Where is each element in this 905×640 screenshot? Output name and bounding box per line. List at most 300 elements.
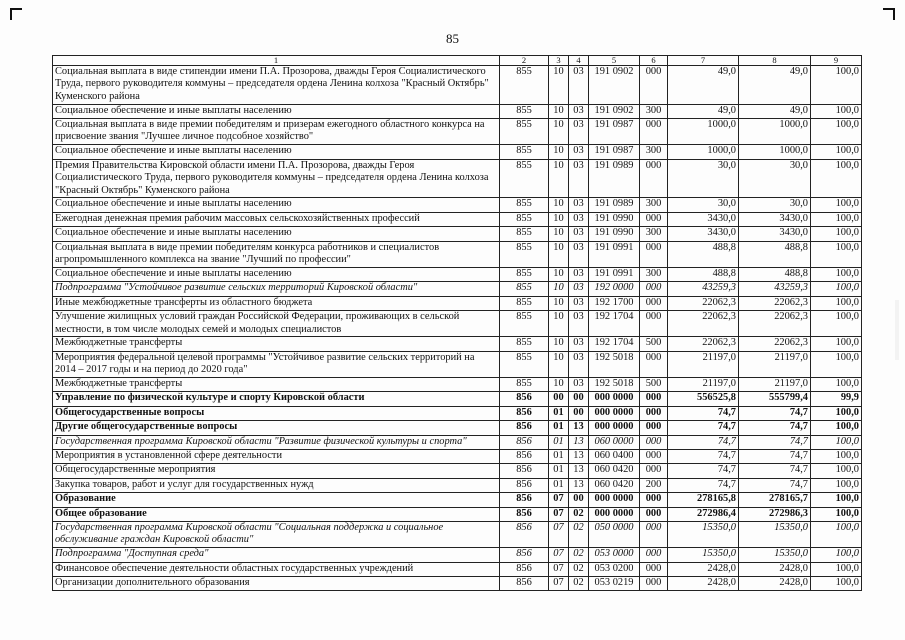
chapter-code: 855 <box>500 212 549 226</box>
executed-amount: 3430,0 <box>739 227 811 241</box>
target-article-code: 191 0991 <box>589 241 640 267</box>
expense-type-code: 000 <box>640 351 668 377</box>
execution-percent: 100,0 <box>811 421 862 435</box>
chapter-code: 856 <box>500 450 549 464</box>
execution-percent: 100,0 <box>811 406 862 420</box>
executed-amount: 74,7 <box>739 450 811 464</box>
expense-type-code: 000 <box>640 548 668 562</box>
section-code: 07 <box>549 521 569 547</box>
subsection-code: 02 <box>569 507 589 521</box>
execution-percent: 100,0 <box>811 241 862 267</box>
section-code: 10 <box>549 104 569 118</box>
planned-amount: 22062,3 <box>668 337 739 351</box>
chapter-code: 855 <box>500 296 549 310</box>
planned-amount: 30,0 <box>668 198 739 212</box>
target-article-code: 000 0000 <box>589 507 640 521</box>
table-row <box>53 493 862 507</box>
section-code: 10 <box>549 351 569 377</box>
target-article-code: 191 0990 <box>589 212 640 226</box>
executed-amount: 30,0 <box>739 198 811 212</box>
subsection-code: 03 <box>569 212 589 226</box>
row-description: Государственная программа Кировской области "Социальная поддержка и социальное обслуживание граждан Кировской области" <box>53 521 500 547</box>
scan-edge-mark <box>895 300 899 360</box>
executed-amount: 2428,0 <box>739 577 811 591</box>
section-code: 10 <box>549 198 569 212</box>
table-row <box>53 435 862 449</box>
execution-percent: 100,0 <box>811 548 862 562</box>
chapter-code: 856 <box>500 521 549 547</box>
table-row <box>53 212 862 226</box>
row-description: Социальное обеспечение и иные выплаты населению <box>53 267 500 281</box>
table-row <box>53 464 862 478</box>
column-number-5: 5 <box>589 56 640 66</box>
expense-type-code: 000 <box>640 282 668 296</box>
subsection-code: 03 <box>569 66 589 105</box>
planned-amount: 21197,0 <box>668 351 739 377</box>
column-number-9: 9 <box>811 56 862 66</box>
subsection-code: 03 <box>569 337 589 351</box>
section-code: 10 <box>549 282 569 296</box>
executed-amount: 15350,0 <box>739 521 811 547</box>
page-number: 85 <box>446 31 459 46</box>
executed-amount: 22062,3 <box>739 296 811 310</box>
executed-amount: 30,0 <box>739 159 811 198</box>
executed-amount: 49,0 <box>739 104 811 118</box>
subsection-code: 03 <box>569 296 589 310</box>
chapter-code: 856 <box>500 478 549 492</box>
table-row <box>53 311 862 337</box>
execution-percent: 100,0 <box>811 198 862 212</box>
chapter-code: 856 <box>500 562 549 576</box>
column-number-1: 1 <box>53 56 500 66</box>
subsection-code: 03 <box>569 282 589 296</box>
chapter-code: 855 <box>500 66 549 105</box>
chapter-code: 855 <box>500 282 549 296</box>
row-description: Управление по физической культуре и спорту Кировской области <box>53 392 500 406</box>
table-row <box>53 267 862 281</box>
expense-type-code: 000 <box>640 421 668 435</box>
row-description: Финансовое обеспечение деятельности областных государственных учреждений <box>53 562 500 576</box>
chapter-code: 856 <box>500 464 549 478</box>
executed-amount: 22062,3 <box>739 337 811 351</box>
row-description: Социальное обеспечение и иные выплаты населению <box>53 104 500 118</box>
chapter-code: 856 <box>500 493 549 507</box>
chapter-code: 855 <box>500 119 549 145</box>
execution-percent: 100,0 <box>811 562 862 576</box>
table-row <box>53 119 862 145</box>
planned-amount: 74,7 <box>668 435 739 449</box>
section-code: 07 <box>549 493 569 507</box>
subsection-code: 02 <box>569 577 589 591</box>
target-article-code: 000 0000 <box>589 421 640 435</box>
table-row <box>53 104 862 118</box>
section-code: 00 <box>549 392 569 406</box>
row-description: Межбюджетные трансферты <box>53 378 500 392</box>
executed-amount: 1000,0 <box>739 145 811 159</box>
planned-amount: 1000,0 <box>668 145 739 159</box>
chapter-code: 855 <box>500 351 549 377</box>
target-article-code: 053 0219 <box>589 577 640 591</box>
planned-amount: 3430,0 <box>668 212 739 226</box>
target-article-code: 192 1700 <box>589 296 640 310</box>
table-row <box>53 296 862 310</box>
table-row <box>53 548 862 562</box>
execution-percent: 100,0 <box>811 577 862 591</box>
row-description: Ежегодная денежная премия рабочим массовых сельскохозяйственных профессий <box>53 212 500 226</box>
column-number-3: 3 <box>549 56 569 66</box>
target-article-code: 191 0987 <box>589 145 640 159</box>
execution-percent: 100,0 <box>811 478 862 492</box>
subsection-code: 13 <box>569 435 589 449</box>
column-number-row <box>53 56 862 66</box>
execution-percent: 100,0 <box>811 227 862 241</box>
row-description: Мероприятия федеральной целевой программы "Устойчивое развитие сельских территорий на 2014 – 2017 годы и на период до 2020 года" <box>53 351 500 377</box>
planned-amount: 15350,0 <box>668 521 739 547</box>
planned-amount: 15350,0 <box>668 548 739 562</box>
planned-amount: 74,7 <box>668 464 739 478</box>
chapter-code: 855 <box>500 267 549 281</box>
row-description: Социальное обеспечение и иные выплаты населению <box>53 227 500 241</box>
table-row <box>53 66 862 105</box>
section-code: 07 <box>549 577 569 591</box>
expense-type-code: 000 <box>640 493 668 507</box>
row-description: Образование <box>53 493 500 507</box>
target-article-code: 053 0000 <box>589 548 640 562</box>
target-article-code: 191 0989 <box>589 159 640 198</box>
subsection-code: 03 <box>569 145 589 159</box>
table-row <box>53 521 862 547</box>
expense-type-code: 300 <box>640 198 668 212</box>
section-code: 10 <box>549 66 569 105</box>
target-article-code: 060 0400 <box>589 450 640 464</box>
execution-percent: 100,0 <box>811 351 862 377</box>
row-description: Социальное обеспечение и иные выплаты населению <box>53 198 500 212</box>
expense-type-code: 000 <box>640 464 668 478</box>
planned-amount: 278165,8 <box>668 493 739 507</box>
chapter-code: 856 <box>500 507 549 521</box>
expense-type-code: 000 <box>640 392 668 406</box>
executed-amount: 272986,3 <box>739 507 811 521</box>
executed-amount: 49,0 <box>739 66 811 105</box>
scan-corner-mark <box>10 8 12 20</box>
execution-percent: 100,0 <box>811 282 862 296</box>
row-description: Улучшение жилищных условий граждан Российской Федерации, проживающих в сельской местности, в том числе молодых семей и молодых специалистов <box>53 311 500 337</box>
expense-type-code: 000 <box>640 406 668 420</box>
section-code: 10 <box>549 337 569 351</box>
planned-amount: 21197,0 <box>668 378 739 392</box>
chapter-code: 856 <box>500 435 549 449</box>
expense-type-code: 300 <box>640 104 668 118</box>
chapter-code: 855 <box>500 145 549 159</box>
chapter-code: 855 <box>500 378 549 392</box>
target-article-code: 191 0991 <box>589 267 640 281</box>
subsection-code: 03 <box>569 378 589 392</box>
target-article-code: 050 0000 <box>589 521 640 547</box>
execution-percent: 100,0 <box>811 66 862 105</box>
subsection-code: 03 <box>569 351 589 377</box>
subsection-code: 02 <box>569 521 589 547</box>
table-row <box>53 450 862 464</box>
subsection-code: 03 <box>569 227 589 241</box>
column-number-4: 4 <box>569 56 589 66</box>
executed-amount: 74,7 <box>739 478 811 492</box>
row-description: Закупка товаров, работ и услуг для государственных нужд <box>53 478 500 492</box>
subsection-code: 00 <box>569 406 589 420</box>
table-row <box>53 282 862 296</box>
column-number-6: 6 <box>640 56 668 66</box>
section-code: 10 <box>549 267 569 281</box>
expense-type-code: 500 <box>640 337 668 351</box>
target-article-code: 192 5018 <box>589 351 640 377</box>
planned-amount: 74,7 <box>668 478 739 492</box>
subsection-code: 00 <box>569 392 589 406</box>
section-code: 10 <box>549 296 569 310</box>
expense-type-code: 000 <box>640 212 668 226</box>
section-code: 07 <box>549 548 569 562</box>
target-article-code: 191 0902 <box>589 104 640 118</box>
target-article-code: 192 5018 <box>589 378 640 392</box>
expense-type-code: 300 <box>640 145 668 159</box>
chapter-code: 855 <box>500 337 549 351</box>
executed-amount: 74,7 <box>739 421 811 435</box>
row-description: Подпрограмма "Устойчивое развитие сельских территорий Кировской области" <box>53 282 500 296</box>
table-row <box>53 577 862 591</box>
target-article-code: 192 0000 <box>589 282 640 296</box>
subsection-code: 00 <box>569 493 589 507</box>
subsection-code: 13 <box>569 478 589 492</box>
target-article-code: 191 0989 <box>589 198 640 212</box>
execution-percent: 100,0 <box>811 521 862 547</box>
target-article-code: 000 0000 <box>589 493 640 507</box>
scan-corner-mark <box>893 8 895 20</box>
execution-percent: 100,0 <box>811 145 862 159</box>
column-number-7: 7 <box>668 56 739 66</box>
row-description: Подпрограмма "Доступная среда" <box>53 548 500 562</box>
section-code: 10 <box>549 212 569 226</box>
executed-amount: 488,8 <box>739 267 811 281</box>
subsection-code: 03 <box>569 104 589 118</box>
table-row <box>53 198 862 212</box>
table-row <box>53 145 862 159</box>
target-article-code: 060 0000 <box>589 435 640 449</box>
table-row <box>53 337 862 351</box>
section-code: 01 <box>549 435 569 449</box>
planned-amount: 74,7 <box>668 406 739 420</box>
table-row <box>53 351 862 377</box>
chapter-code: 856 <box>500 406 549 420</box>
target-article-code: 191 0990 <box>589 227 640 241</box>
subsection-code: 02 <box>569 562 589 576</box>
execution-percent: 100,0 <box>811 378 862 392</box>
subsection-code: 13 <box>569 464 589 478</box>
planned-amount: 2428,0 <box>668 562 739 576</box>
execution-percent: 99,9 <box>811 392 862 406</box>
chapter-code: 856 <box>500 421 549 435</box>
row-description: Премия Правительства Кировской области имени П.А. Прозорова, дважды Героя Социалистического Труда, первого руководителя коммуны – председателя ордена Ленина колхоза "Красный Октябрь" Куменского района <box>53 159 500 198</box>
expense-type-code: 200 <box>640 478 668 492</box>
subsection-code: 03 <box>569 267 589 281</box>
planned-amount: 49,0 <box>668 66 739 105</box>
executed-amount: 74,7 <box>739 435 811 449</box>
row-description: Общее образование <box>53 507 500 521</box>
subsection-code: 03 <box>569 119 589 145</box>
subsection-code: 02 <box>569 548 589 562</box>
chapter-code: 855 <box>500 198 549 212</box>
table-row <box>53 241 862 267</box>
target-article-code: 060 0420 <box>589 464 640 478</box>
expense-type-code: 000 <box>640 159 668 198</box>
chapter-code: 856 <box>500 392 549 406</box>
planned-amount: 272986,4 <box>668 507 739 521</box>
budget-table <box>52 55 862 591</box>
row-description: Социальная выплата в виде премии победителям конкурса работников и специалистов агропромышленного комплекса на звание "Лучший по профессии" <box>53 241 500 267</box>
section-code: 10 <box>549 145 569 159</box>
executed-amount: 278165,7 <box>739 493 811 507</box>
table-row <box>53 227 862 241</box>
expense-type-code: 000 <box>640 296 668 310</box>
row-description: Государственная программа Кировской области "Развитие физической культуры и спорта" <box>53 435 500 449</box>
expense-type-code: 000 <box>640 562 668 576</box>
table-row <box>53 478 862 492</box>
execution-percent: 100,0 <box>811 493 862 507</box>
planned-amount: 74,7 <box>668 421 739 435</box>
planned-amount: 556525,8 <box>668 392 739 406</box>
row-description: Общегосударственные вопросы <box>53 406 500 420</box>
table-row <box>53 421 862 435</box>
budget-table-body <box>53 56 862 591</box>
executed-amount: 488,8 <box>739 241 811 267</box>
execution-percent: 100,0 <box>811 119 862 145</box>
execution-percent: 100,0 <box>811 296 862 310</box>
expense-type-code: 000 <box>640 521 668 547</box>
execution-percent: 100,0 <box>811 435 862 449</box>
subsection-code: 03 <box>569 311 589 337</box>
section-code: 07 <box>549 562 569 576</box>
row-description: Межбюджетные трансферты <box>53 337 500 351</box>
row-description: Общегосударственные мероприятия <box>53 464 500 478</box>
execution-percent: 100,0 <box>811 212 862 226</box>
subsection-code: 13 <box>569 450 589 464</box>
table-row <box>53 159 862 198</box>
section-code: 10 <box>549 241 569 267</box>
target-article-code: 191 0902 <box>589 66 640 105</box>
execution-percent: 100,0 <box>811 159 862 198</box>
table-row <box>53 406 862 420</box>
execution-percent: 100,0 <box>811 450 862 464</box>
target-article-code: 053 0200 <box>589 562 640 576</box>
executed-amount: 15350,0 <box>739 548 811 562</box>
row-description: Другие общегосударственные вопросы <box>53 421 500 435</box>
section-code: 07 <box>549 507 569 521</box>
chapter-code: 855 <box>500 227 549 241</box>
expense-type-code: 000 <box>640 450 668 464</box>
section-code: 01 <box>549 406 569 420</box>
row-description: Мероприятия в установленной сфере деятельности <box>53 450 500 464</box>
executed-amount: 2428,0 <box>739 562 811 576</box>
execution-percent: 100,0 <box>811 311 862 337</box>
section-code: 10 <box>549 311 569 337</box>
expense-type-code: 300 <box>640 227 668 241</box>
target-article-code: 192 1704 <box>589 337 640 351</box>
subsection-code: 03 <box>569 241 589 267</box>
chapter-code: 855 <box>500 104 549 118</box>
planned-amount: 49,0 <box>668 104 739 118</box>
table-row <box>53 392 862 406</box>
subsection-code: 03 <box>569 198 589 212</box>
row-description: Иные межбюджетные трансферты из областного бюджета <box>53 296 500 310</box>
section-code: 10 <box>549 159 569 198</box>
planned-amount: 22062,3 <box>668 296 739 310</box>
section-code: 01 <box>549 478 569 492</box>
subsection-code: 03 <box>569 159 589 198</box>
expense-type-code: 000 <box>640 577 668 591</box>
target-article-code: 192 1704 <box>589 311 640 337</box>
chapter-code: 856 <box>500 548 549 562</box>
execution-percent: 100,0 <box>811 337 862 351</box>
executed-amount: 43259,3 <box>739 282 811 296</box>
chapter-code: 855 <box>500 241 549 267</box>
executed-amount: 74,7 <box>739 464 811 478</box>
execution-percent: 100,0 <box>811 464 862 478</box>
subsection-code: 13 <box>569 421 589 435</box>
planned-amount: 74,7 <box>668 450 739 464</box>
target-article-code: 191 0987 <box>589 119 640 145</box>
executed-amount: 555799,4 <box>739 392 811 406</box>
executed-amount: 3430,0 <box>739 212 811 226</box>
table-row <box>53 507 862 521</box>
planned-amount: 488,8 <box>668 267 739 281</box>
column-number-8: 8 <box>739 56 811 66</box>
planned-amount: 1000,0 <box>668 119 739 145</box>
expense-type-code: 300 <box>640 267 668 281</box>
section-code: 01 <box>549 421 569 435</box>
column-number-2: 2 <box>500 56 549 66</box>
executed-amount: 21197,0 <box>739 378 811 392</box>
execution-percent: 100,0 <box>811 267 862 281</box>
execution-percent: 100,0 <box>811 507 862 521</box>
section-code: 10 <box>549 378 569 392</box>
target-article-code: 060 0420 <box>589 478 640 492</box>
chapter-code: 856 <box>500 577 549 591</box>
planned-amount: 22062,3 <box>668 311 739 337</box>
target-article-code: 000 0000 <box>589 392 640 406</box>
expense-type-code: 000 <box>640 507 668 521</box>
row-description: Социальная выплата в виде премии победителям и призерам ежегодного областного конкурса на присвоение звания "Лучшее личное подсобное хозяйство" <box>53 119 500 145</box>
row-description: Организации дополнительного образования <box>53 577 500 591</box>
expense-type-code: 000 <box>640 66 668 105</box>
executed-amount: 22062,3 <box>739 311 811 337</box>
executed-amount: 21197,0 <box>739 351 811 377</box>
section-code: 01 <box>549 464 569 478</box>
table-row <box>53 562 862 576</box>
planned-amount: 488,8 <box>668 241 739 267</box>
expense-type-code: 000 <box>640 311 668 337</box>
chapter-code: 855 <box>500 311 549 337</box>
executed-amount: 1000,0 <box>739 119 811 145</box>
section-code: 10 <box>549 227 569 241</box>
execution-percent: 100,0 <box>811 104 862 118</box>
expense-type-code: 000 <box>640 435 668 449</box>
row-description: Социальное обеспечение и иные выплаты населению <box>53 145 500 159</box>
target-article-code: 000 0000 <box>589 406 640 420</box>
expense-type-code: 000 <box>640 119 668 145</box>
chapter-code: 855 <box>500 159 549 198</box>
planned-amount: 3430,0 <box>668 227 739 241</box>
row-description: Социальная выплата в виде стипендии имени П.А. Прозорова, дважды Героя Социалистического Труда, первого руководителя коммуны – председателя ордена Ленина колхоза "Красный Октябрь" Куменского района <box>53 66 500 105</box>
table-row <box>53 378 862 392</box>
planned-amount: 43259,3 <box>668 282 739 296</box>
expense-type-code: 000 <box>640 241 668 267</box>
